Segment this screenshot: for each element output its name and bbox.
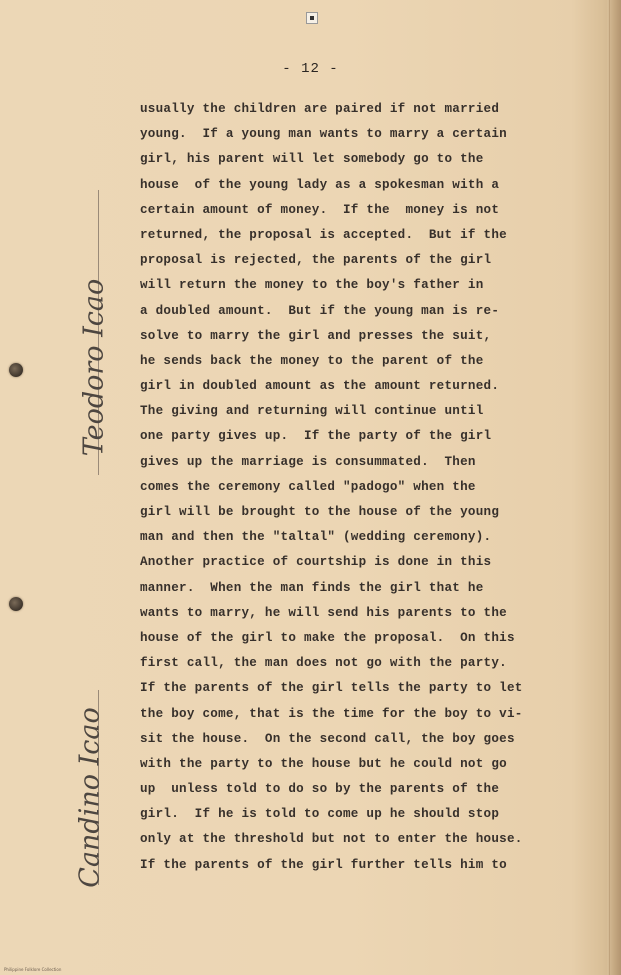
page-number: - 12 - <box>282 61 339 77</box>
text-line: manner. When the man finds the girl that he <box>140 580 484 595</box>
text-line: house of the young lady as a spokesman with a <box>140 177 500 192</box>
body-text <box>140 97 523 878</box>
text-line: usually the children are paired if not married <box>140 102 500 116</box>
text-line: sit the house. On the second call, the boy goes <box>140 731 515 746</box>
binder-hole-icon <box>9 363 23 377</box>
text-line: young. If a young man wants to marry a certain <box>140 127 507 142</box>
text-line: solve to marry the girl and presses the suit, <box>140 328 492 343</box>
text-line: certain amount of money. If the money is not <box>140 202 500 217</box>
text-line: up unless told to do so by the parents of the <box>140 782 500 797</box>
text-line: The giving and returning will continue until <box>140 404 484 419</box>
scan-footer: Philippine Folklore Collection <box>4 967 62 972</box>
text-line: returned, the proposal is accepted. But if the <box>140 227 507 242</box>
text-line: he sends back the money to the parent of the <box>140 353 484 368</box>
page-edge-line <box>609 0 610 975</box>
scan-marker-icon <box>306 12 318 24</box>
handwritten-name-upper: Teodoro Icao <box>78 278 110 457</box>
text-line: proposal is rejected, the parents of the girl <box>140 253 492 268</box>
text-line: only at the threshold but not to enter the house. <box>140 832 523 847</box>
text-line: the boy come, that is the time for the boy to vi- <box>140 706 523 721</box>
text-line: with the party to the house but he could not go <box>140 756 507 771</box>
text-line: one party gives up. If the party of the girl <box>140 429 492 444</box>
handwritten-name-lower: Candino Icao <box>74 707 106 888</box>
text-line: gives up the marriage is consummated. Then <box>140 454 476 469</box>
text-line: will return the money to the boy's father in <box>140 278 484 293</box>
text-line: a doubled amount. But if the young man is re- <box>140 303 500 318</box>
text-line: comes the ceremony called "padogo" when the <box>140 479 476 494</box>
text-line: girl will be brought to the house of the young <box>140 505 500 519</box>
text-line: house of the girl to make the proposal. On this <box>140 630 515 645</box>
text-line: Another practice of courtship is done in this <box>140 555 492 570</box>
text-line: wants to marry, he will send his parents to the <box>140 605 507 620</box>
text-line: first call, the man does not go with the party. <box>140 656 507 671</box>
binder-hole-icon <box>9 597 23 611</box>
text-line: man and then the "taltal" (wedding ceremony). <box>140 530 492 545</box>
text-line: If the parents of the girl further tells him to <box>140 857 507 872</box>
text-line: girl. If he is told to come up he should stop <box>140 807 500 822</box>
text-line: If the parents of the girl tells the party to let <box>140 681 523 696</box>
text-line: girl in doubled amount as the amount returned. <box>140 379 500 394</box>
text-line: girl, his parent will let somebody go to the <box>140 152 484 167</box>
